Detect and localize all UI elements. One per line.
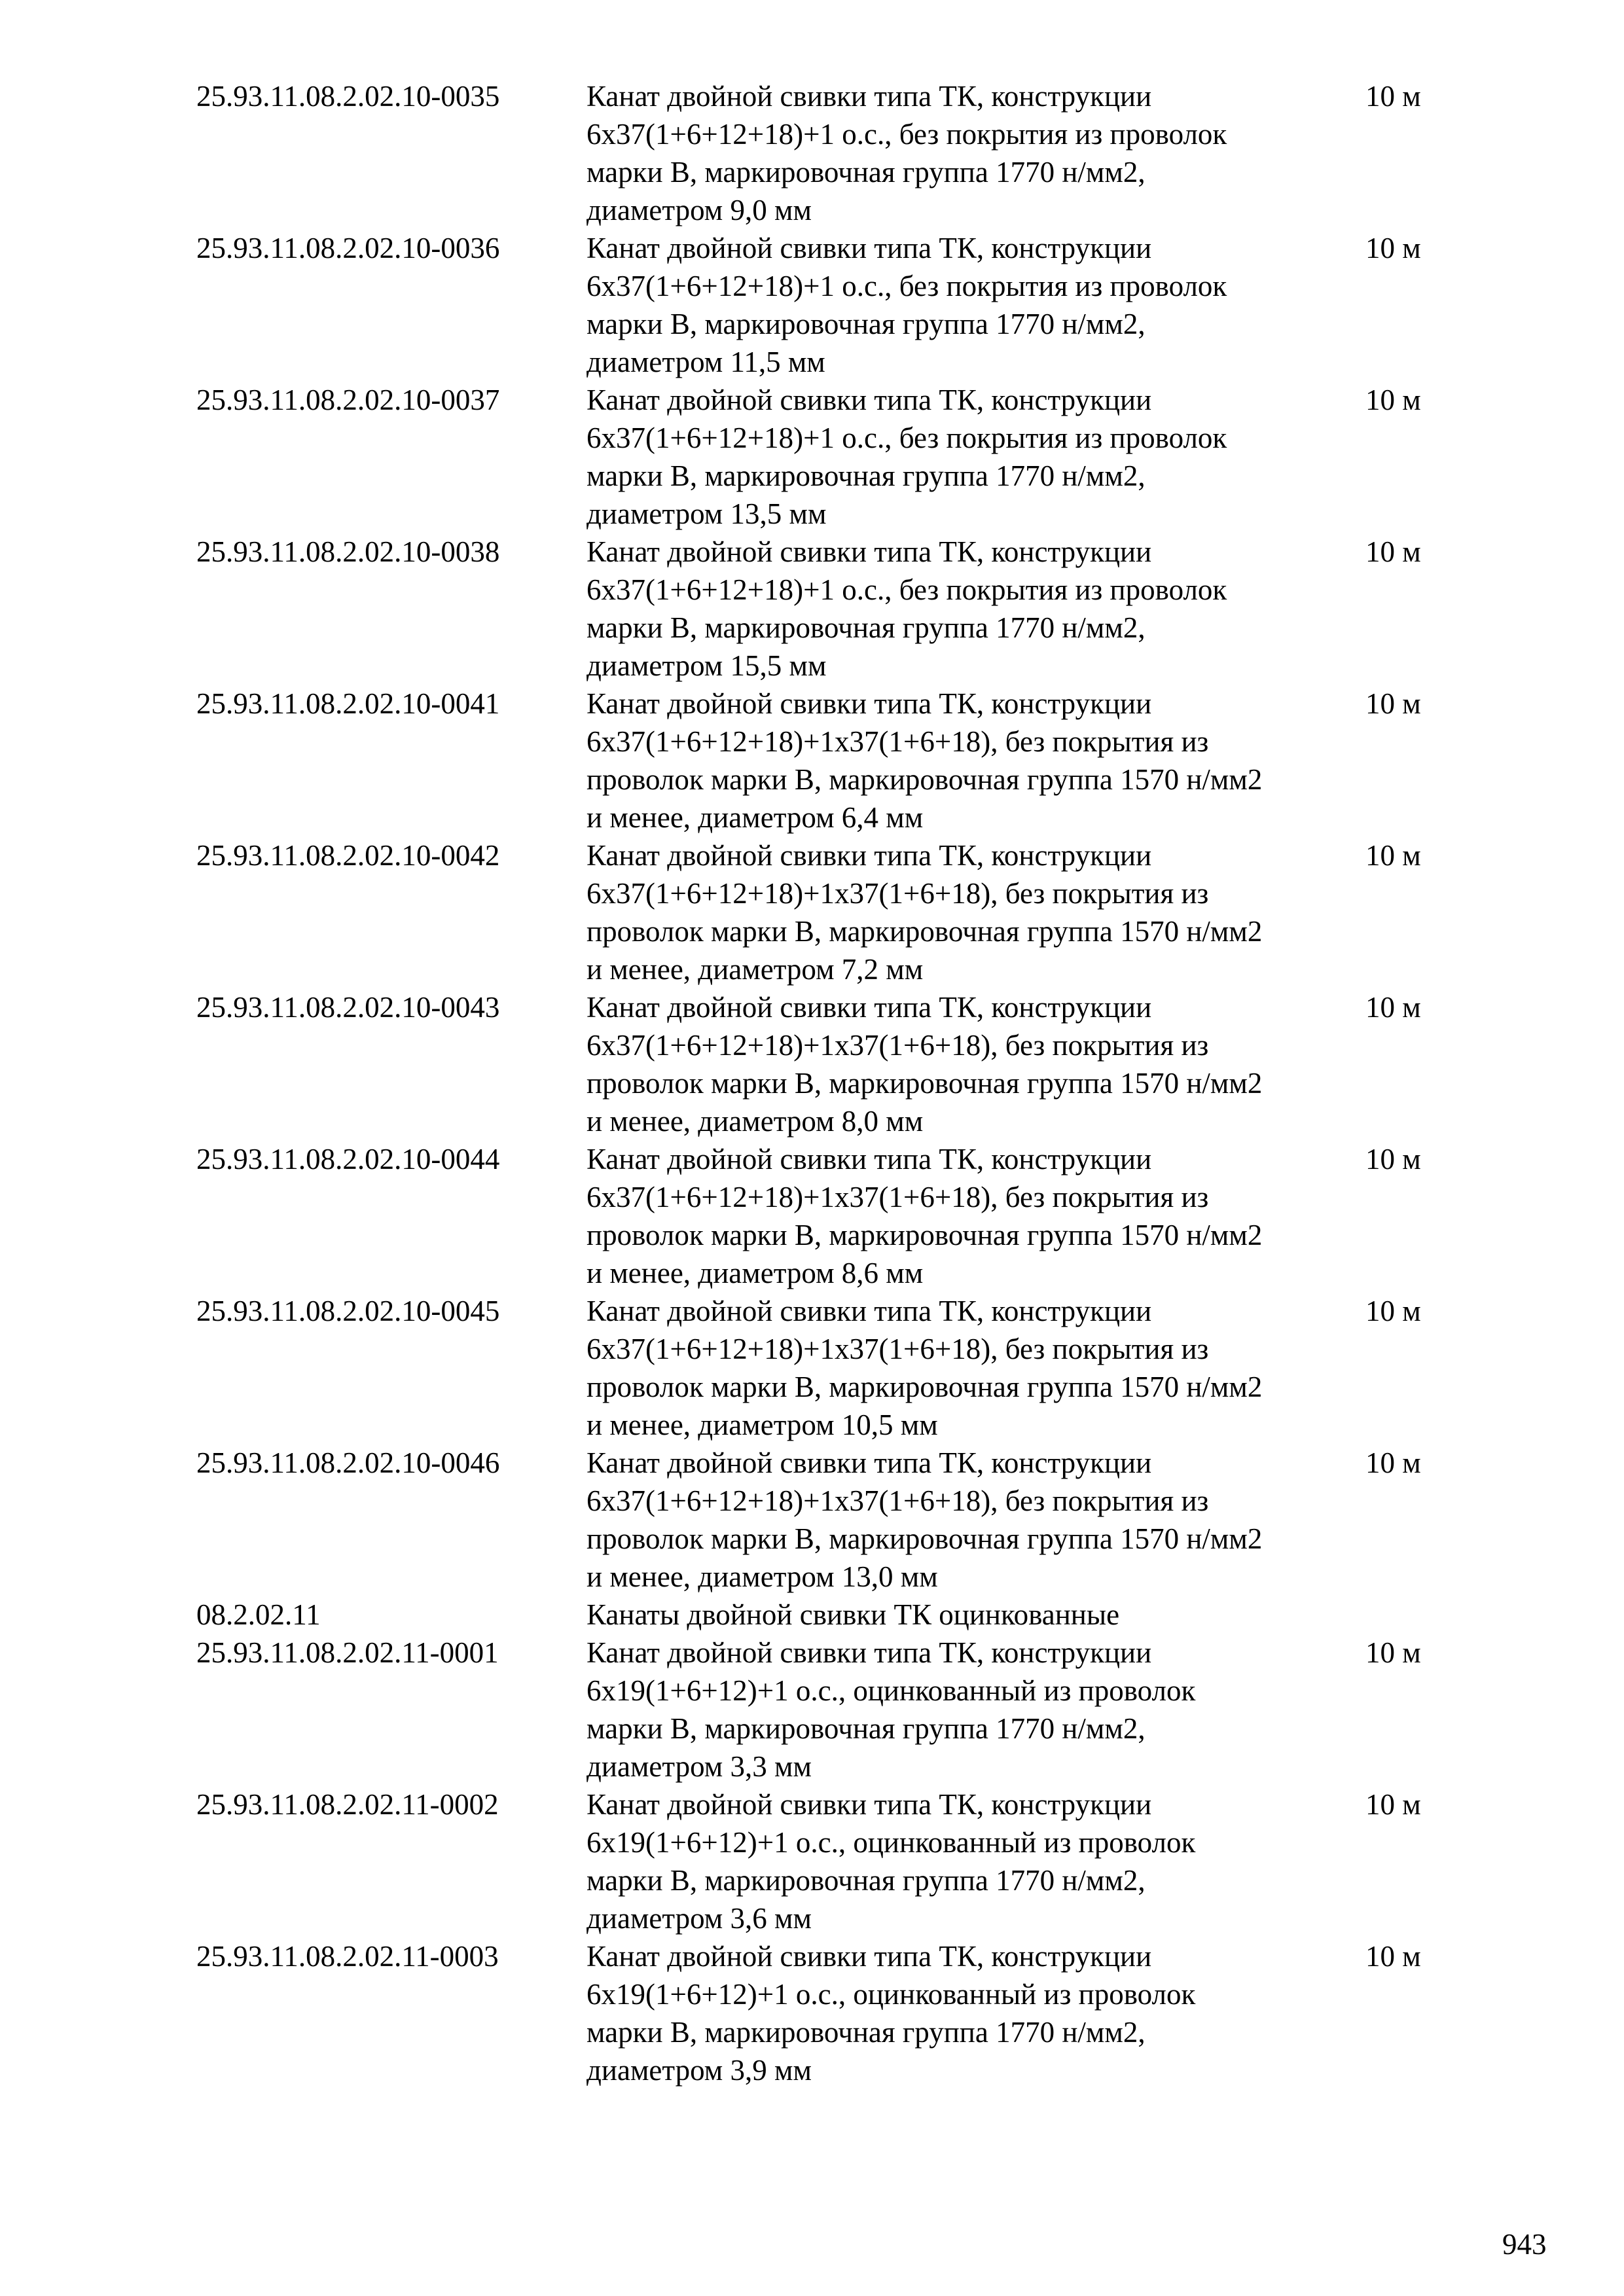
description-line: и менее, диаметром 7,2 мм <box>586 953 924 986</box>
item-description <box>586 1634 1365 1785</box>
description-line: марки В, маркировочная группа 1770 н/мм2, <box>586 611 1146 644</box>
description-line: диаметром 3,3 мм <box>586 1750 812 1783</box>
description-line: Канат двойной свивки типа ТК, конструкции <box>586 535 1152 568</box>
item-code: 25.93.11.08.2.02.10-0046 <box>196 1446 500 1479</box>
item-code: 25.93.11.08.2.02.10-0036 <box>196 232 500 264</box>
item-description <box>586 685 1365 836</box>
list-item <box>196 988 1440 1140</box>
item-unit: 10 м <box>1365 1143 1421 1175</box>
list-item <box>196 1785 1440 1937</box>
description-line: проволок марки В, маркировочная группа 1570 н/мм2 <box>586 915 1263 948</box>
list-item <box>196 685 1440 836</box>
description-line: и менее, диаметром 6,4 мм <box>586 801 924 834</box>
item-code: 25.93.11.08.2.02.10-0037 <box>196 384 500 416</box>
description-line: Канаты двойной свивки ТК оцинкованные <box>586 1598 1120 1631</box>
description-line: диаметром 3,9 мм <box>586 2054 812 2087</box>
item-unit: 10 м <box>1365 1788 1421 1821</box>
description-line: 6х37(1+6+12+18)+1х37(1+6+18), без покрытия из <box>586 1333 1209 1365</box>
list-item <box>196 77 1440 229</box>
list-item <box>196 1634 1440 1785</box>
item-code: 25.93.11.08.2.02.10-0045 <box>196 1295 500 1327</box>
item-unit: 10 м <box>1365 80 1421 113</box>
list-item <box>196 1937 1440 2089</box>
description-line: и менее, диаметром 10,5 мм <box>586 1408 938 1441</box>
item-description <box>586 77 1365 229</box>
description-line: 6х37(1+6+12+18)+1х37(1+6+18), без покрытия из <box>586 1029 1209 1062</box>
description-line: марки В, маркировочная группа 1770 н/мм2, <box>586 459 1146 492</box>
description-line: 6х37(1+6+12+18)+1 о.с., без покрытия из проволок <box>586 118 1227 151</box>
item-description <box>586 533 1365 685</box>
list-item <box>196 381 1440 533</box>
item-code: 08.2.02.11 <box>196 1598 321 1631</box>
item-unit: 10 м <box>1365 991 1421 1024</box>
description-line: диаметром 9,0 мм <box>586 194 812 226</box>
item-code: 25.93.11.08.2.02.10-0042 <box>196 839 500 872</box>
item-unit: 10 м <box>1365 384 1421 416</box>
description-line: 6х37(1+6+12+18)+1х37(1+6+18), без покрытия из <box>586 1181 1209 1213</box>
item-unit: 10 м <box>1365 1636 1421 1669</box>
description-line: 6х37(1+6+12+18)+1х37(1+6+18), без покрытия из <box>586 877 1209 910</box>
item-description <box>586 1785 1365 1937</box>
description-line: проволок марки В, маркировочная группа 1570 н/мм2 <box>586 763 1263 796</box>
list-item <box>196 229 1440 381</box>
item-description <box>586 1444 1365 1596</box>
description-line: диаметром 13,5 мм <box>586 497 827 530</box>
item-code: 25.93.11.08.2.02.10-0035 <box>196 80 500 113</box>
description-line: Канат двойной свивки типа ТК, конструкции <box>586 991 1152 1024</box>
item-code: 25.93.11.08.2.02.10-0044 <box>196 1143 500 1175</box>
item-description <box>586 229 1365 381</box>
description-line: Канат двойной свивки типа ТК, конструкции <box>586 1636 1152 1669</box>
item-description <box>586 1596 1365 1634</box>
item-unit: 10 м <box>1365 535 1421 568</box>
item-description <box>586 1937 1365 2089</box>
description-line: Канат двойной свивки типа ТК, конструкции <box>586 1446 1152 1479</box>
item-code: 25.93.11.08.2.02.11-0003 <box>196 1940 499 1973</box>
list-item <box>196 1596 1440 1634</box>
description-line: марки В, маркировочная группа 1770 н/мм2, <box>586 1864 1146 1897</box>
description-line: марки В, маркировочная группа 1770 н/мм2, <box>586 1712 1146 1745</box>
description-line: 6х19(1+6+12)+1 о.с., оцинкованный из проволок <box>586 1826 1196 1859</box>
item-description <box>586 1140 1365 1292</box>
description-line: и менее, диаметром 13,0 мм <box>586 1560 938 1593</box>
description-line: Канат двойной свивки типа ТК, конструкции <box>586 384 1152 416</box>
description-line: 6х37(1+6+12+18)+1 о.с., без покрытия из проволок <box>586 270 1227 302</box>
description-line: 6х37(1+6+12+18)+1 о.с., без покрытия из проволок <box>586 573 1227 606</box>
description-line: проволок марки В, маркировочная группа 1570 н/мм2 <box>586 1522 1263 1555</box>
description-line: Канат двойной свивки типа ТК, конструкции <box>586 1295 1152 1327</box>
page-number: 943 <box>1502 2228 1547 2261</box>
item-code: 25.93.11.08.2.02.11-0001 <box>196 1636 499 1669</box>
item-description <box>586 1292 1365 1444</box>
item-description <box>586 381 1365 533</box>
description-line: 6х37(1+6+12+18)+1х37(1+6+18), без покрытия из <box>586 1484 1209 1517</box>
item-code: 25.93.11.08.2.02.10-0038 <box>196 535 500 568</box>
item-code: 25.93.11.08.2.02.10-0043 <box>196 991 500 1024</box>
description-line: 6х19(1+6+12)+1 о.с., оцинкованный из проволок <box>586 1978 1196 2011</box>
list-item <box>196 836 1440 988</box>
description-line: 6х37(1+6+12+18)+1 о.с., без покрытия из проволок <box>586 422 1227 454</box>
item-unit: 10 м <box>1365 687 1421 720</box>
description-line: диаметром 11,5 мм <box>586 346 825 378</box>
list-item <box>196 1140 1440 1292</box>
description-line: марки В, маркировочная группа 1770 н/мм2, <box>586 2016 1146 2049</box>
description-line: 6х37(1+6+12+18)+1х37(1+6+18), без покрытия из <box>586 725 1209 758</box>
description-line: диаметром 3,6 мм <box>586 1902 812 1935</box>
description-line: проволок марки В, маркировочная группа 1570 н/мм2 <box>586 1219 1263 1251</box>
description-line: Канат двойной свивки типа ТК, конструкции <box>586 80 1152 113</box>
item-unit: 10 м <box>1365 1940 1421 1973</box>
description-line: проволок марки В, маркировочная группа 1570 н/мм2 <box>586 1067 1263 1100</box>
description-line: 6х19(1+6+12)+1 о.с., оцинкованный из проволок <box>586 1674 1196 1707</box>
description-line: Канат двойной свивки типа ТК, конструкции <box>586 1788 1152 1821</box>
description-line: проволок марки В, маркировочная группа 1570 н/мм2 <box>586 1371 1263 1403</box>
description-line: Канат двойной свивки типа ТК, конструкции <box>586 1143 1152 1175</box>
item-unit: 10 м <box>1365 232 1421 264</box>
item-unit: 10 м <box>1365 839 1421 872</box>
description-line: Канат двойной свивки типа ТК, конструкции <box>586 687 1152 720</box>
item-unit: 10 м <box>1365 1295 1421 1327</box>
description-line: Канат двойной свивки типа ТК, конструкции <box>586 232 1152 264</box>
description-line: марки В, маркировочная группа 1770 н/мм2, <box>586 156 1146 188</box>
item-description <box>586 836 1365 988</box>
list-item <box>196 533 1440 685</box>
item-code: 25.93.11.08.2.02.10-0041 <box>196 687 500 720</box>
description-line: Канат двойной свивки типа ТК, конструкции <box>586 839 1152 872</box>
item-code: 25.93.11.08.2.02.11-0002 <box>196 1788 499 1821</box>
item-description <box>586 988 1365 1140</box>
description-line: и менее, диаметром 8,0 мм <box>586 1105 924 1138</box>
list-item <box>196 1292 1440 1444</box>
description-line: и менее, диаметром 8,6 мм <box>586 1257 924 1289</box>
description-line: диаметром 15,5 мм <box>586 649 827 682</box>
description-line: марки В, маркировочная группа 1770 н/мм2, <box>586 308 1146 340</box>
list-item <box>196 1444 1440 1596</box>
resource-list <box>196 77 1440 2089</box>
description-line: Канат двойной свивки типа ТК, конструкции <box>586 1940 1152 1973</box>
item-unit: 10 м <box>1365 1446 1421 1479</box>
